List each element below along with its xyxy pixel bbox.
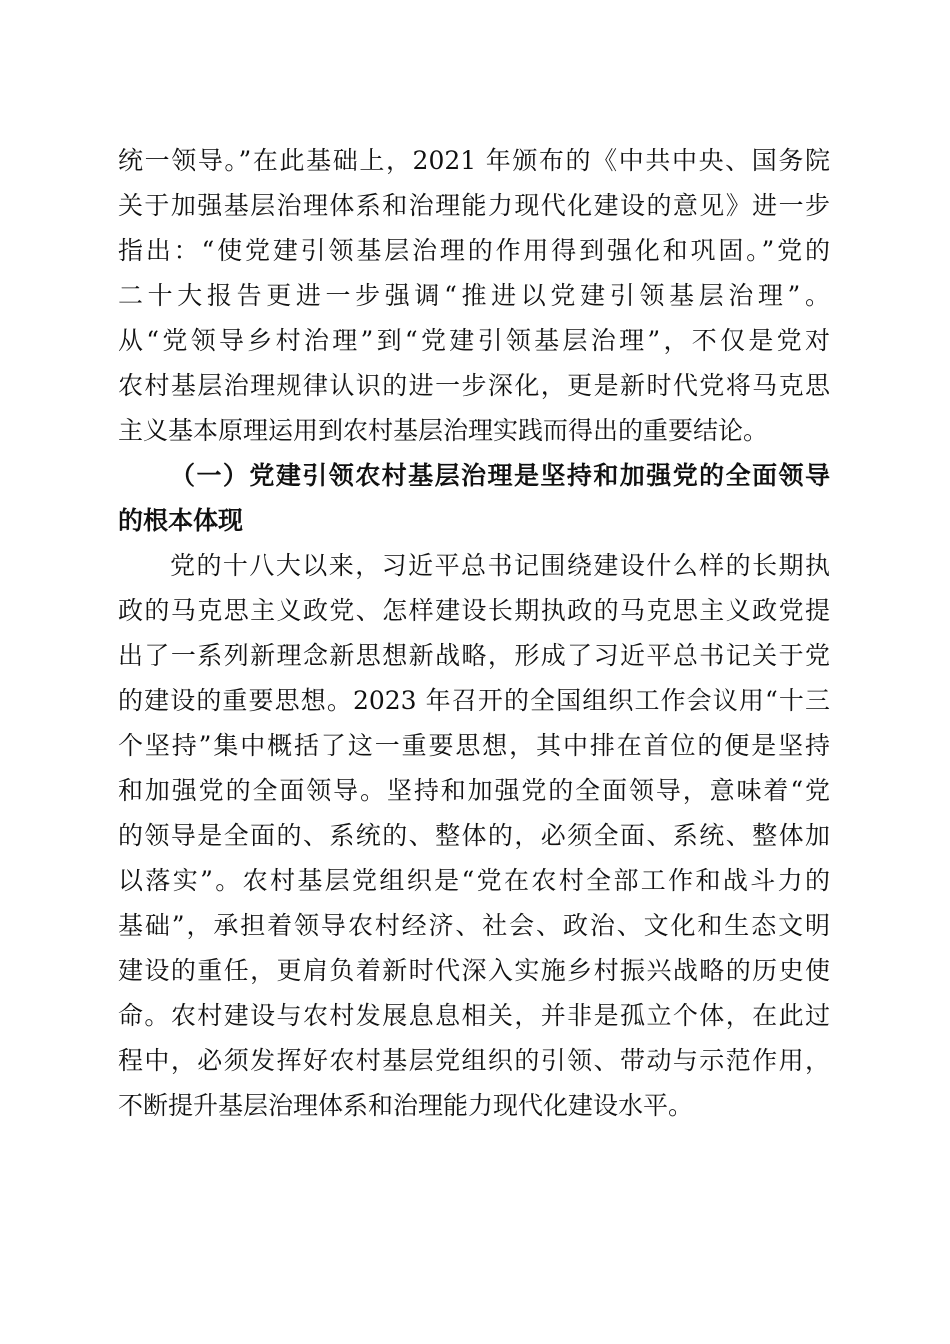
section-heading: （一）党建引领农村基层治理是坚持和加强党的全面领导 [170,461,830,490]
text-line: 统一领导。”在此基础上，2021 年颁布的《中共中央、国务院 [118,146,830,175]
text-line: 的领导是全面的、系统的、整体的，必须全面、系统、整体加 [118,821,830,850]
text-line: 二十大报告更进一步强调“推进以党建引领基层治理”。 [118,281,830,310]
text-line: 农村基层治理规律认识的进一步深化，更是新时代党将马克思 [118,371,830,400]
text-line: 基础”，承担着领导农村经济、社会、政治、文化和生态文明 [118,911,830,940]
text-line: 主义基本原理运用到农村基层治理实践而得出的重要结论。 [118,416,769,445]
text-line: 个坚持”集中概括了这一重要思想，其中排在首位的便是坚持 [118,731,830,760]
document-body [118,138,830,1128]
section-heading: 的根本体现 [118,506,244,535]
text-line: 程中，必须发挥好农村基层党组织的引领、带动与示范作用， [118,1046,830,1075]
text-line: 从“党领导乡村治理”到“党建引领基层治理”，不仅是党对 [118,326,830,355]
text-line: 不断提升基层治理体系和治理能力现代化建设水平。 [118,1091,694,1120]
text-line: 指出：“使党建引领基层治理的作用得到强化和巩固。”党的 [118,236,830,265]
text-line: 建设的重任，更肩负着新时代深入实施乡村振兴战略的历史使 [118,956,830,985]
text-line: 党的十八大以来，习近平总书记围绕建设什么样的长期执 [170,551,830,580]
text-line: 和加强党的全面领导。坚持和加强党的全面领导，意味着“党 [118,776,830,805]
text-line: 命。农村建设与农村发展息息相关，并非是孤立个体，在此过 [118,1001,830,1030]
text-line: 政的马克思主义政党、怎样建设长期执政的马克思主义政党提 [118,596,830,625]
text-line: 的建设的重要思想。2023 年召开的全国组织工作会议用“十三 [118,686,830,715]
text-line: 关于加强基层治理体系和治理能力现代化建设的意见》进一步 [118,191,830,220]
text-line: 以落实”。农村基层党组织是“党在农村全部工作和战斗力的 [118,866,830,895]
text-line: 出了一系列新理念新思想新战略，形成了习近平总书记关于党 [118,641,830,670]
